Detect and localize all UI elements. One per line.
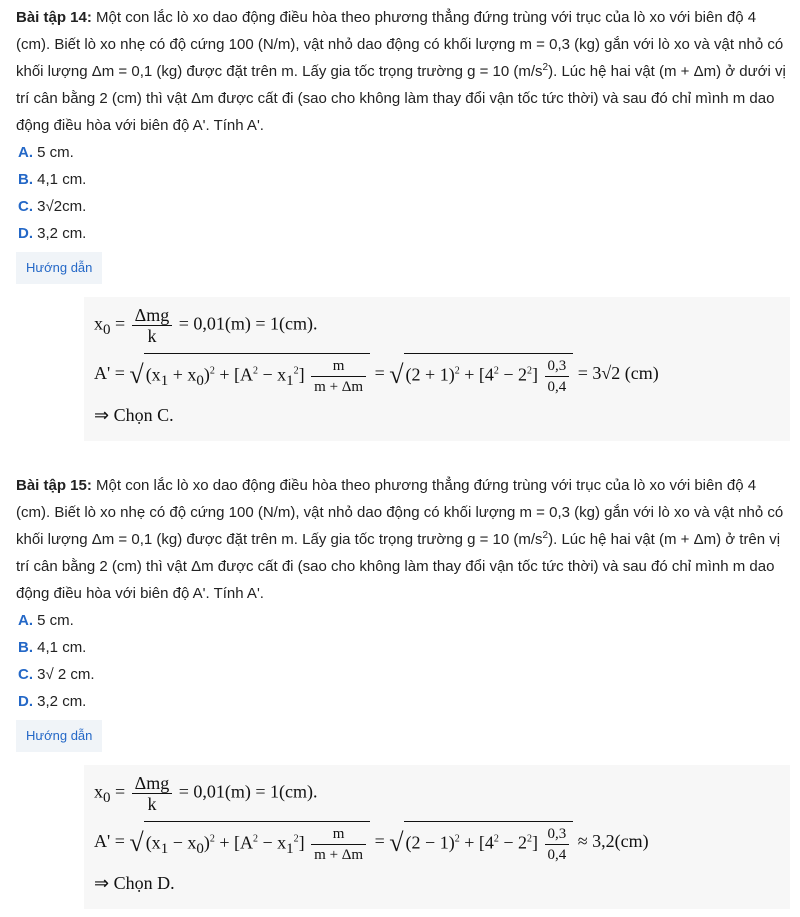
a-lhs: A' =	[94, 831, 125, 852]
problem-statement	[0, 468, 800, 607]
numerator: 0,3	[545, 824, 570, 845]
sqrt-numeric: √ $(2 - 1)^2 + [4^2 - 2^2]$ $\frac{0,3}{0,4}$	[389, 821, 573, 865]
formula-x0: $x_0$ = $\frac{\text{Δmg}}{k}$ = 0,01(m) = 1(cm).	[94, 305, 318, 346]
term: )	[203, 364, 210, 385]
answer-choice: ⇒ Chọn C.	[94, 405, 174, 425]
problem-title: Bài tập 14:	[16, 9, 92, 26]
a-lhs: A' =	[94, 363, 125, 384]
sqrt-symbolic: √ $(x_1 - x_0)^2 + [A^2 - x_1^2]$ $\frac{m}{m + \Delta m}$	[129, 821, 370, 865]
x0-result: = 0,01(m) = 1(cm).	[178, 313, 318, 334]
option-letter: A.	[18, 144, 33, 161]
sqrt-symbolic: √ $(x_1 + x_0)^2 + [A^2 - x_1^2]$ $\frac{m}{m + \Delta m}$	[129, 353, 370, 397]
x0-result: = 0,01(m) = 1(cm).	[178, 781, 318, 802]
fraction	[311, 356, 366, 397]
option-text: 5 cm.	[37, 144, 74, 161]
option-a[interactable]	[18, 139, 800, 166]
option-letter: D.	[18, 225, 33, 242]
term: + x	[172, 364, 197, 385]
option-letter: C.	[18, 666, 33, 683]
numerator: Δmg	[132, 305, 173, 326]
option-d[interactable]	[18, 688, 800, 715]
equals: =	[374, 831, 385, 852]
fraction	[545, 824, 570, 865]
option-text: 5 cm.	[37, 612, 74, 629]
term: − x	[262, 832, 287, 853]
denominator: 0,4	[547, 847, 567, 863]
amplitude-result: ≈ 3,2(cm)	[577, 831, 649, 852]
subscript: 0	[103, 322, 111, 339]
formula-x0: $x_0$ = $\frac{\text{Δmg}}{k}$ = 0,01(m) = 1(cm).	[94, 773, 318, 814]
term: − 2	[503, 364, 527, 385]
problem-text: Một con lắc lò xo dao động điều hòa theo phương thẳng đứng trùng với trục của lò xo với biên độ 4 (cm). Biết lò xo nhẹ có độ cứng 100 (N/m), vật nhỏ dao động có khối lượng m = 0,3 (kg) gắn với lò xo và vật nhỏ có khối lượng Δm = 0,1 (kg) được đặt trên m. Lấy gia tốc trọng trường g = 10 (m/s	[16, 9, 784, 80]
problem-text-cont: ). Lúc hệ hai vật (m + Δm) ở dưới vị trí cân bằng 2 (cm) thì vật Δm được cất đi (sao cho không làm thay đổi vận tốc tức thời) và sau đó chỉ mình m dao động điều hòa với biên độ A'. Tính A'.	[16, 63, 786, 134]
option-b[interactable]	[18, 634, 800, 661]
option-letter: B.	[18, 171, 33, 188]
option-letter: C.	[18, 198, 33, 215]
term: (x	[145, 364, 161, 385]
answer-choice: ⇒ Chọn D.	[94, 873, 175, 893]
option-text: 4,1 cm.	[37, 171, 87, 188]
option-text: 4,1 cm.	[37, 639, 87, 656]
option-text: 3,2 cm.	[37, 693, 87, 710]
subscript: 0	[103, 790, 111, 807]
subscript: 1	[160, 841, 169, 858]
option-letter: A.	[18, 612, 33, 629]
option-letter: B.	[18, 639, 33, 656]
term: + [A	[219, 832, 253, 853]
problem-15	[0, 468, 800, 909]
term: ]	[298, 364, 305, 385]
option-text: 3√ 2 cm.	[37, 666, 95, 683]
term: (2 − 1)	[405, 832, 455, 853]
term: (2 + 1)	[405, 364, 455, 385]
term: + [A	[219, 364, 253, 385]
formula-amplitude	[94, 353, 659, 397]
option-text: 3√2cm.	[37, 198, 87, 215]
guide-toggle[interactable]: Hướng dẫn	[16, 252, 102, 284]
term: + [4	[464, 364, 494, 385]
denominator: k	[147, 794, 157, 814]
denominator: k	[147, 326, 157, 346]
option-b[interactable]	[18, 166, 800, 193]
numerator: 0,3	[545, 356, 570, 377]
term: − x	[172, 832, 197, 853]
amplitude-result: = 3√2 (cm)	[577, 363, 659, 384]
term: − 2	[503, 832, 527, 853]
numerator: m	[311, 824, 366, 845]
var-x: x	[94, 781, 103, 802]
term: (x	[145, 832, 161, 853]
problem-text-cont: ). Lúc hệ hai vật (m + Δm) ở trên vị trí cân bằng 2 (cm) thì vật Δm được cất đi (sao cho không làm thay đổi vận tốc tức thời) và sau đó chỉ mình m dao động điều hòa với biên độ A'. Tính A'.	[16, 531, 781, 602]
problem-14	[0, 0, 800, 441]
formula-amplitude	[94, 821, 649, 865]
denominator: 0,4	[547, 379, 567, 395]
guide-toggle[interactable]: Hướng dẫn	[16, 720, 102, 752]
solution-box	[84, 297, 790, 441]
problem-text: Một con lắc lò xo dao động điều hòa theo phương thẳng đứng trùng với trục của lò xo với biên độ 4 (cm). Biết lò xo nhẹ có độ cứng 100 (N/m), vật nhỏ dao động có khối lượng m = 0,3 (kg) gắn với lò xo và vật nhỏ có khối lượng Δm = 0,1 (kg) được đặt trên m. Lấy gia tốc trọng trường g = 10 (m/s	[16, 477, 784, 548]
solution-box	[84, 765, 790, 909]
option-text: 3,2 cm.	[37, 225, 87, 242]
subscript: 0	[196, 373, 204, 390]
problem-title: Bài tập 15:	[16, 477, 92, 494]
subscript: 0	[196, 841, 204, 858]
unit-exponent: 2	[542, 530, 549, 541]
option-d[interactable]	[18, 220, 800, 247]
numerator: m	[311, 356, 366, 377]
term: )	[203, 832, 210, 853]
denominator: m + Δm	[314, 379, 364, 395]
fraction	[132, 305, 173, 346]
option-letter: D.	[18, 693, 33, 710]
term: ]	[298, 832, 305, 853]
subscript: 1	[286, 373, 294, 390]
option-c[interactable]	[18, 193, 800, 220]
fraction	[132, 773, 173, 814]
term: + [4	[464, 832, 494, 853]
fraction	[545, 356, 570, 397]
fraction	[311, 824, 366, 865]
subscript: 1	[286, 841, 294, 858]
subscript: 1	[160, 373, 169, 390]
problem-statement	[0, 0, 800, 139]
term: ]	[532, 364, 538, 385]
equals: =	[374, 363, 385, 384]
sqrt-numeric: √ $(2 + 1)^2 + [4^2 - 2^2]$ $\frac{0,3}{0,4}$	[389, 353, 573, 397]
term: ]	[532, 832, 538, 853]
numerator: Δmg	[132, 773, 173, 794]
option-c[interactable]	[18, 661, 800, 688]
unit-exponent: 2	[542, 62, 549, 73]
denominator: m + Δm	[314, 847, 364, 863]
term: − x	[262, 364, 287, 385]
option-a[interactable]	[18, 607, 800, 634]
var-x: x	[94, 313, 103, 334]
